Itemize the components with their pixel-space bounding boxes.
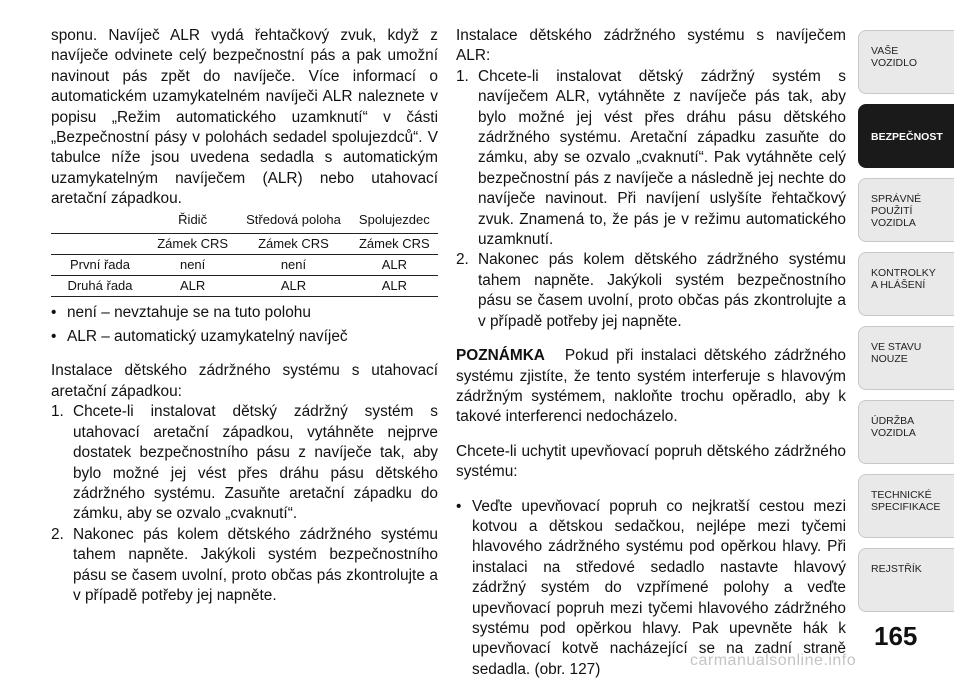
bullet-icon: • [456,497,462,515]
list-text: Veďte upevňovací popruh co nejkratší cestou mezi kotvou a dětskou sedačkou, nejlépe mezi tyčemi hlavového zádržného systému pod opěrkou hlavy. Při instalaci na středové sedadlo nastavte hlavový zádržný systém do vzpřímené polohy a veďte upevňovací popruh mezi tyčemi hlavového zádržného systému pod opěrkou hlavy. Pak upevněte hák k upevňovací kotvě nacházející se na zadní straně sedadla. (obr. 127) [472,497,846,678]
alr-seat-table [51,212,438,297]
tab-kontrolky-a-hlaseni[interactable]: KONTROLKY A HLÁŠENÍ [858,252,954,316]
watermark: carmanualsonline.info [690,652,857,669]
table-cell: První řada [51,254,149,275]
list-number: 2. [456,251,469,269]
tab-ve-stavu-nouze[interactable]: VE STAVU NOUZE [858,326,954,390]
page-number: 165 [874,621,918,651]
list-item [51,402,438,524]
table-cell: ALR [351,254,438,275]
table-cell: ALR [236,275,350,296]
note-text: Pokud při instalaci dětského zádržného systému zjistíte, že tento systém interferuje s hlavovým zádržným systémem, nakloňte trochu opěradlo, aby k takové interferenci nedocházelo. [456,347,846,426]
table-cell: není [236,254,350,275]
table-cell: Zámek CRS [236,233,350,254]
table-row [51,233,438,254]
table-header-cell: Středová poloha [246,211,341,227]
table-cell: Druhá řada [51,275,149,296]
list-number: 2. [51,525,64,543]
table-cell: Zámek CRS [149,233,236,254]
left-column [51,26,438,606]
list-text: Nakonec pás kolem dětského zádržného systému tahem napněte. Jakýkoli systém bezpečnostního pásu se časem uvolní, proto občas pás zkontrolujte a v případě potřeby jej napněte. [478,251,846,330]
table-row [51,275,438,296]
table-cell: ALR [351,275,438,296]
right-column [456,26,846,680]
list-item [456,250,846,332]
table-cell [51,233,149,254]
note-paragraph [456,346,846,428]
table-header-cell: Spolujezdec [358,211,430,227]
list-text: Chcete-li instalovat dětský zádržný systém s utahovací aretační západkou, vytáhněte nejprve dostatek bezpečnostního pásu z navíječe tak, aby bylo možné jej vést přes dráhu pásu dětského zádržného systému. Zasuňte aretační západku do zámku, aby se ozvalo „cvaknutí“. [73,403,438,523]
tab-spravne-pouziti-vozidla[interactable]: SPRÁVNÉ POUŽITÍ VOZIDLA [858,178,954,242]
table-cell: ALR [149,275,236,296]
legend-item: • ALR – automatický uzamykatelný navíječ [51,327,438,347]
legend-item: • není – nevztahuje se na tuto polohu [51,303,438,323]
section-heading: Instalace dětského zádržného systému s navíječem ALR: [456,27,846,65]
intro-paragraph: sponu. Navíječ ALR vydá řehtačkový zvuk, když z navíječe odvinete celý bezpečnostní pás a pak umožní navinout pás zpět do navíječe. Více informací o automatickém uzamykatelném navíječi ALR naleznete v popisu „Režim automatického uzamknutí“ v části „Bezpečnostní pásy v polohách sedadel spolujezdců“. V tabulce níže jsou uvedena sedadla s automatickým uzamykatelným navíječem (ALR) nebo utahovací aretační západkou. [51,27,438,208]
list-item [456,67,846,251]
list-text: Chcete-li instalovat dětský zádržný systém s navíječem ALR, vytáhněte z navíječe pás tak, aby bylo možné jej vést přes dráhu pásu dětského zádržného systému. Aretační západku zasuňte do zámku, aby se ozvalo „cvaknutí“. Pak vytáhněte celý bezpečnostní pás z navíječe a následně jej nechte do navíječe navinout. Při navíjení uslyšíte řehtačkový zvuk. Znamená to, že pás je v režimu automatického uzamknutí. [478,67,846,249]
table-cell: Zámek CRS [351,233,438,254]
section-heading: Instalace dětského zádržného systému s utahovací aretační západkou: [51,362,438,400]
table-header-cell: Řidič [178,211,208,227]
tab-bezpecnost[interactable]: BEZPEČNOST [858,104,954,168]
list-number: 1. [51,403,64,421]
bullet-icon: • [51,303,57,321]
tab-technicke-specifikace[interactable]: TECHNICKÉ SPECIFIKACE [858,474,954,538]
table-header-cell [51,212,149,234]
section-heading: Chcete-li uchytit upevňovací popruh dětského zádržného systému: [456,442,846,481]
bullet-icon: • [51,328,57,346]
tab-udrzba-vozidla[interactable]: ÚDRŽBA VOZIDLA [858,400,954,464]
table-header-row [51,212,438,234]
table-cell: není [149,254,236,275]
table-row [51,254,438,275]
note-label: POZNÁMKA [456,347,545,365]
chapter-tabs [858,30,954,612]
list-item [51,525,438,607]
tab-rejstrik[interactable]: REJSTŘÍK [858,548,954,612]
list-text: Nakonec pás kolem dětského zádržného systému tahem napněte. Jakýkoli systém bezpečnostního pásu se časem uvolní, proto občas pás zkontrolujte a v případě potřeby jej napněte. [73,525,438,604]
list-number: 1. [456,67,469,85]
tab-vase-vozidlo[interactable]: VAŠE VOZIDLO [858,30,954,94]
